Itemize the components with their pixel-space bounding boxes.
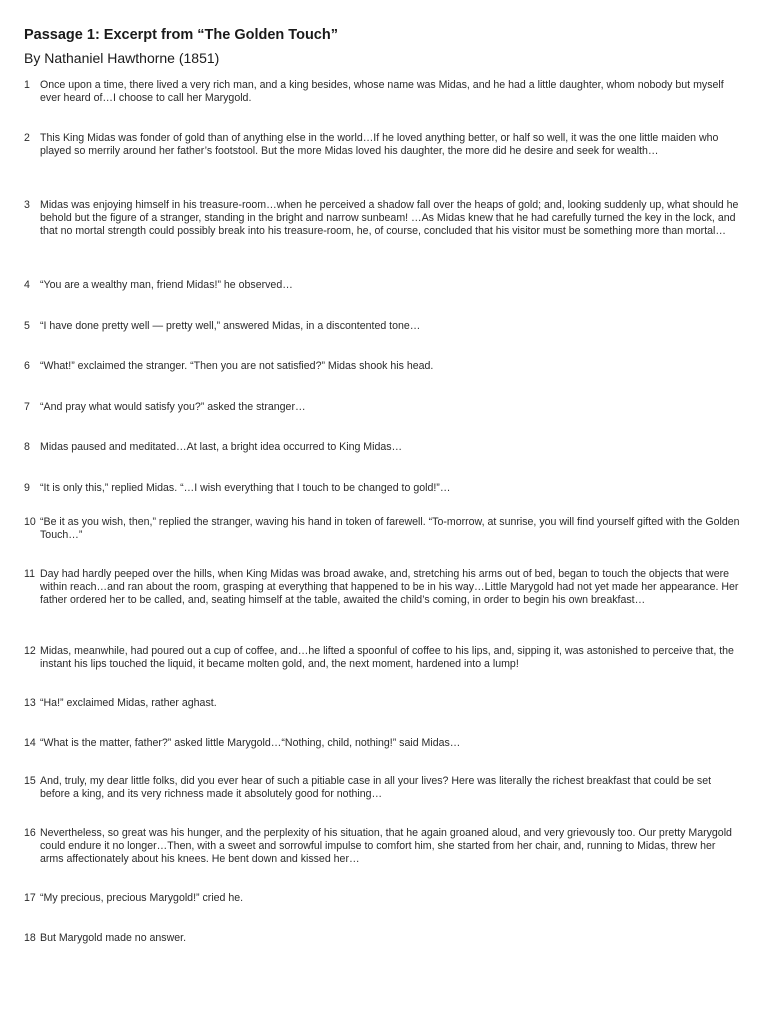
paragraph-5 (24, 320, 740, 333)
paragraph-text: Midas, meanwhile, had poured out a cup of coffee, and…he lifted a spoonful of coffee to his lips, and, sipping it, was astonished to perceive that, the instant his lips touched the liquid, it became molten gold, and, the next moment, hardened into a lump! (40, 645, 734, 670)
paragraph-number: 15 (24, 775, 36, 787)
paragraph-11 (24, 568, 740, 607)
paragraph-number: 5 (24, 320, 30, 332)
paragraph-4 (24, 279, 740, 292)
paragraph-14 (24, 737, 740, 750)
paragraph-number: 13 (24, 697, 36, 709)
paragraph-number: 4 (24, 279, 30, 291)
paragraph-13 (24, 697, 740, 710)
paragraph-number: 8 (24, 441, 30, 453)
paragraph-number: 10 (24, 516, 36, 528)
paragraph-8 (24, 441, 740, 454)
paragraph-number: 14 (24, 737, 36, 749)
paragraph-number: 6 (24, 360, 30, 372)
paragraph-text: “Ha!” exclaimed Midas, rather aghast. (40, 697, 217, 709)
paragraph-text: “My precious, precious Marygold!” cried he. (40, 892, 244, 904)
paragraph-number: 17 (24, 892, 36, 904)
paragraph-12 (24, 645, 740, 671)
paragraph-text: “And pray what would satisfy you?” asked the stranger… (40, 401, 306, 413)
paragraph-3 (24, 199, 740, 238)
paragraph-text: And, truly, my dear little folks, did you ever hear of such a pitiable case in all your lives? Here was literally the richest breakfast that could be set before a king, and its very richness made it absolutely good for nothing… (40, 775, 712, 800)
paragraph-number: 2 (24, 132, 30, 144)
paragraph-text: “I have done pretty well — pretty well,” answered Midas, in a discontented tone… (40, 320, 421, 332)
paragraph-text: Nevertheless, so great was his hunger, and the perplexity of his situation, that he again groaned aloud, and very grievously too. Our pretty Marygold could endure it no longer…Then, with a sweet and sorrowful impulse to comfort him, she started from her chair, and, running to Midas, threw her arms affectionately about his knees. He bent down and kissed her… (40, 827, 732, 865)
paragraph-text: But Marygold made no answer. (40, 932, 187, 944)
paragraph-text: Midas was enjoying himself in his treasure-room…when he perceived a shadow fall over the heaps of gold; and, looking suddenly up, what should he behold but the figure of a stranger, standing in the bright and narrow sunbeam! …As Midas knew that he had carefully turned the key in the lock, and that no mortal strength could possibly break into his treasure-room, he, of course, concluded that his visitor must be something more than mortal… (40, 199, 739, 237)
paragraph-number: 1 (24, 79, 30, 91)
paragraph-9 (24, 482, 740, 495)
paragraph-7 (24, 401, 740, 414)
paragraph-15 (24, 775, 740, 801)
paragraph-text: Midas paused and meditated…At last, a bright idea occurred to King Midas… (40, 441, 403, 453)
paragraph-text: Day had hardly peeped over the hills, when King Midas was broad awake, and, stretching his arms out of bed, began to touch the objects that were within reach…and ran about the room, grasping at everything that happened to be in his way…Little Marygold had not yet made her appearance. Her father ordered her to be called, and, seating himself at the table, awaited the child’s coming, in order to begin his own breakfast… (40, 568, 739, 606)
passage-title: Passage 1: Excerpt from “The Golden Touch” (24, 27, 338, 43)
paragraph-text: “Be it as you wish, then,” replied the stranger, waving his hand in token of farewell. “To-morrow, at sunrise, you will find yourself gifted with the Golden Touch…” (40, 516, 740, 541)
paragraph-number: 18 (24, 932, 36, 944)
paragraph-17 (24, 892, 740, 905)
paragraph-1 (24, 79, 740, 105)
paragraph-text: “You are a wealthy man, friend Midas!” he observed… (40, 279, 293, 291)
paragraph-text: “It is only this,” replied Midas. “…I wish everything that I touch to be changed to gold!”… (40, 482, 451, 494)
paragraph-10 (24, 516, 740, 542)
paragraph-number: 3 (24, 199, 30, 211)
paragraph-text: This King Midas was fonder of gold than of anything else in the world…If he loved anything better, or half so well, it was the one little maiden who played so merrily around her father’s footstool. But the more Midas loved his daughter, the more did he desire and seek for wealth… (40, 132, 719, 157)
paragraph-number: 12 (24, 645, 36, 657)
paragraph-18 (24, 932, 740, 945)
paragraph-2 (24, 132, 740, 158)
paragraph-6 (24, 360, 740, 373)
paragraph-number: 11 (24, 568, 35, 580)
paragraph-text: “What!” exclaimed the stranger. “Then you are not satisfied?” Midas shook his head. (40, 360, 434, 372)
paragraph-number: 16 (24, 827, 36, 839)
paragraph-number: 9 (24, 482, 30, 494)
paragraph-text: “What is the matter, father?” asked little Marygold…“Nothing, child, nothing!” said Midas… (40, 737, 461, 749)
author-byline: By Nathaniel Hawthorne (1851) (24, 50, 220, 66)
paragraph-number: 7 (24, 401, 30, 413)
paragraph-16 (24, 827, 740, 866)
paragraph-text: Once upon a time, there lived a very rich man, and a king besides, whose name was Midas, and he had a little daughter, whom nobody but myself ever heard of…I choose to call her Marygold. (40, 79, 724, 104)
